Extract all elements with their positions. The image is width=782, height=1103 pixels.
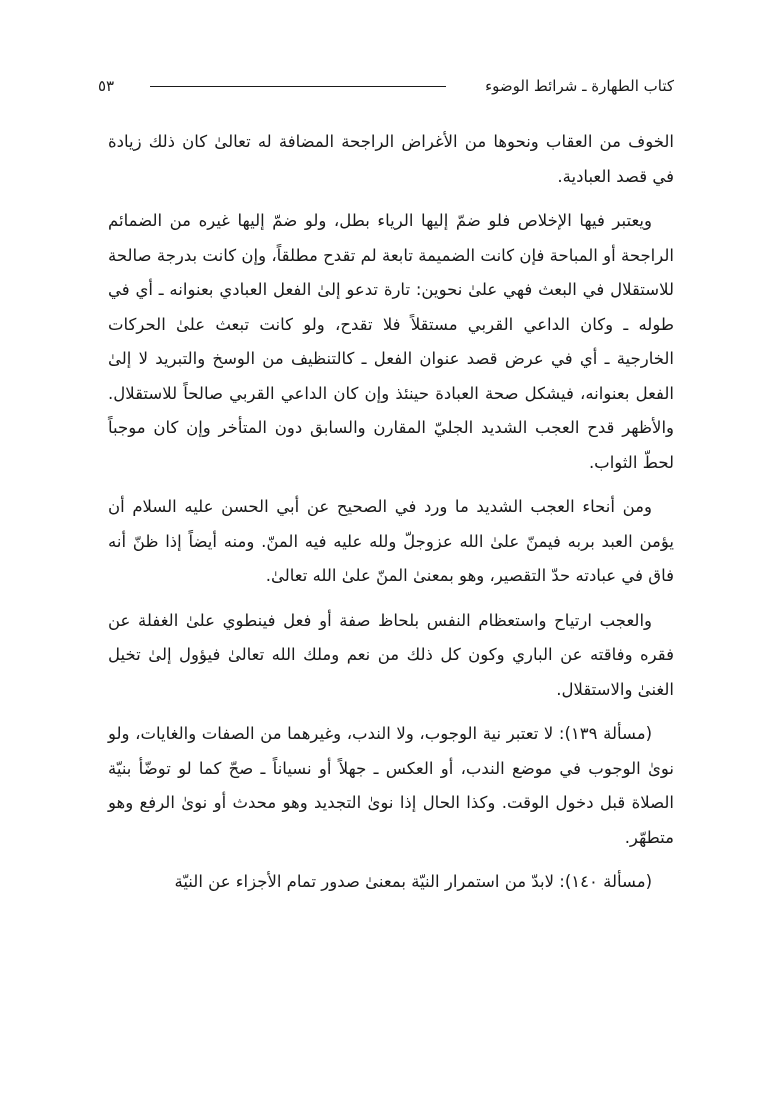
paragraph-masala-139: (مسألة ١٣٩): لا تعتبر نية الوجوب، ولا الندب، وغيرهما من الصفات والغايات، ولو نوىٰ الوجوب في موضع الندب، أو العكس ـ جهلاً أو نسياناً ـ صحّ كما لو توضّأ بنيّة الصلاة قبل دخول الوقت. وكذا الحال إذا نوىٰ التجديد وهو محدث أو نوىٰ الرفع وهو متطهّر. [108, 724, 674, 847]
paragraph-ujb-definition: والعجب ارتياح واستعظام النفس بلحاظ صفة أو فعل فينطوي علىٰ الغفلة عن فقره وفاقته عن الباري وكون كل ذلك من نعم وملك الله تعالىٰ فيؤول إلىٰ تخيل الغنىٰ والاستقلال. [108, 610, 674, 699]
paragraph-masala-140: (مسألة ١٤٠): لابدّ من استمرار النيّة بمعنىٰ صدور تمام الأجزاء عن النيّة [174, 872, 652, 891]
paragraph-ujb-examples: ومن أنحاء العجب الشديد ما ورد في الصحيح عن أبي الحسن عليه السلام أن يؤمن العبد بربه فيمنّ علىٰ الله عزوجلّ ولله عليه فيه المنّ. ومنه أيضاً إذا ظنّ أنه فاق في عبادته حدّ التقصير، وهو بمعنىٰ المنّ علىٰ الله تعالىٰ. [108, 497, 674, 585]
page-number: ٥٣ [98, 77, 115, 95]
header-rule [150, 86, 446, 87]
paragraph-ikhlas: ويعتبر فيها الإخلاص فلو ضمّ إليها الرياء بطل، ولو ضمّ إليها غيره من الضمائم الراجحة أو المباحة فإن كانت الضميمة تابعة لم تقدح مطلقاً، وإن كانت بدرجة صالحة للاستقلال في البعث فهي علىٰ نحوين: تارة تدعو إلىٰ الفعل العبادي بعنوانه ـ أي في طوله ـ وكان الداعي القربي مستقلاً فلا تقدح، ولو كانت تبعث علىٰ الحركات الخارجية ـ أي في عرض قصد عنوان الفعل ـ كالتنظيف من الوسخ والتبريد لا إلىٰ الفعل بعنوانه، فيشكل صحة العبادة حينئذ وإن كان الداعي القربي صالحاً للاستقلال. والأظهر قدح العجب الشديد الجليّ المقارن والسابق دون المتأخر وإن كان موجباً لحطّ الثواب. [108, 211, 674, 472]
page-body [108, 125, 674, 900]
header-title: كتاب الطهارة ـ شرائط الوضوء [485, 77, 674, 95]
running-header [98, 72, 674, 100]
paragraph-continuation: الخوف من العقاب ونحوها من الأغراض الراجحة المضافة له تعالىٰ كان ذلك زيادة في قصد العبادية. [108, 132, 674, 186]
